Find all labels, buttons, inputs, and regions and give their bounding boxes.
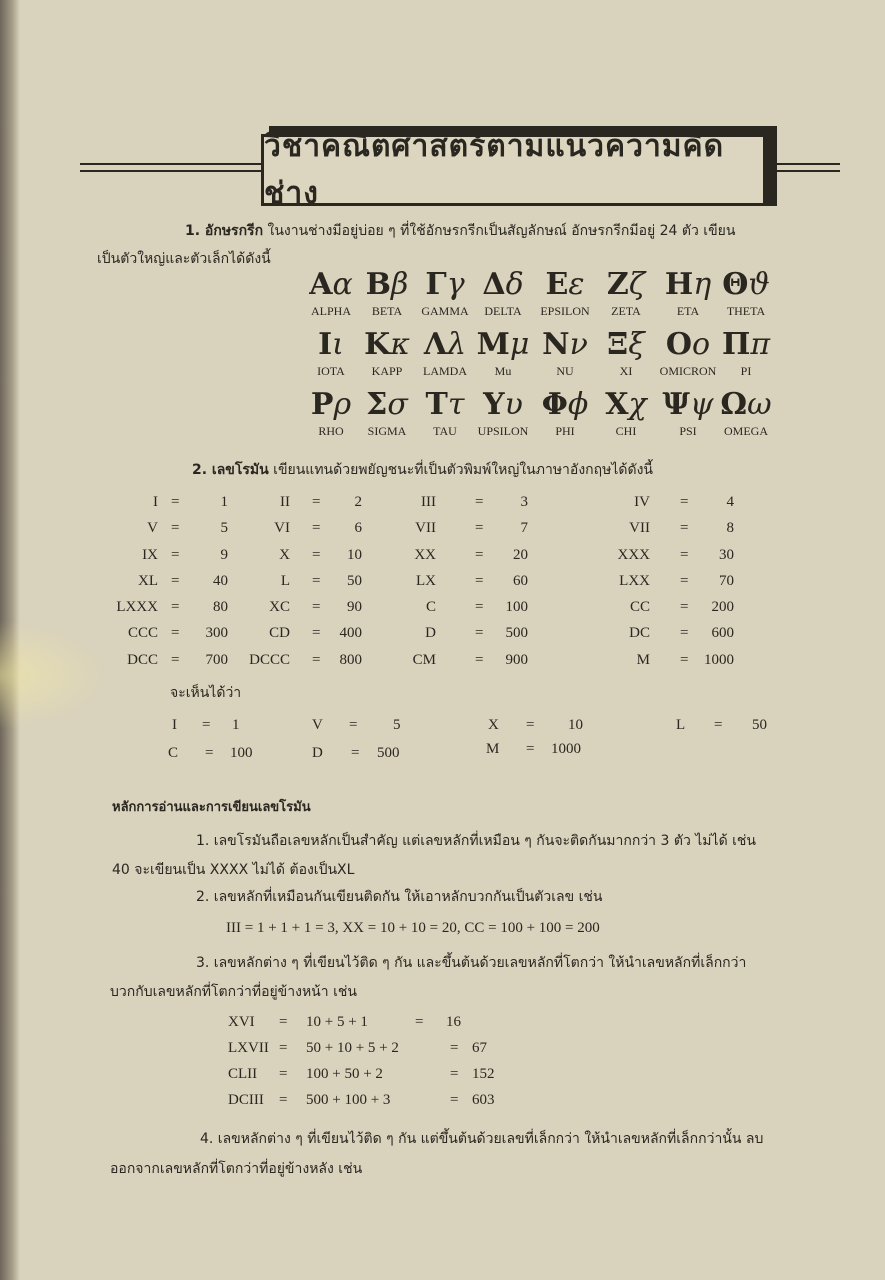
section1-line1 <box>185 218 735 244</box>
greek-letter-name: SIGMA <box>367 424 407 438</box>
greek-lowercase: ω <box>747 387 772 422</box>
seen-label: จะเห็นได้ว่า <box>170 685 242 701</box>
roman-value: 5 <box>220 520 228 536</box>
roman-value: 900 <box>505 652 528 668</box>
roman-symbol: IV <box>634 494 650 510</box>
example-numeral: XVI <box>228 1014 255 1030</box>
rule1-line1: 1. เลขโรมันถือเลขหลักเป็นสำคัญ แต่เลขหลักที่เหมือน ๆ กันจะติดกันมากกว่า 3 ตัว ไม่ได้ เช่น <box>196 833 756 849</box>
greek-uppercase: Κ <box>364 327 391 362</box>
equals-sign: = <box>475 520 484 536</box>
roman-value: 20 <box>513 547 528 563</box>
greek-uppercase: Υ <box>483 387 505 422</box>
roman-value: 1 <box>232 717 240 733</box>
roman-value: 500 <box>505 625 528 641</box>
roman-symbol: XL <box>138 573 158 589</box>
roman-symbol: M <box>486 741 500 757</box>
roman-symbol: D <box>312 745 323 761</box>
greek-uppercase: Τ <box>425 387 448 422</box>
equals-sign: = <box>279 1040 288 1056</box>
roman-value: 50 <box>752 717 767 733</box>
example-result: 603 <box>472 1092 495 1108</box>
greek-letter-name: IOTA <box>317 364 345 378</box>
roman-value: 4 <box>726 494 734 510</box>
roman-value: 70 <box>719 573 734 589</box>
equals-sign: = <box>475 625 484 641</box>
roman-value: 7 <box>520 520 528 536</box>
greek-uppercase: Ν <box>542 327 570 362</box>
greek-lowercase: ϕ <box>567 387 589 422</box>
roman-symbol: V <box>147 520 158 536</box>
equals-sign: = <box>279 1014 288 1030</box>
section1-label: 1. อักษรกรีก <box>185 223 264 239</box>
section2-text: เขียนแทนด้วยพยัญชนะที่เป็นตัวพิมพ์ใหญ่ในภาษาอังกฤษได้ดังนี้ <box>268 462 653 478</box>
greek-letter-name: PHI <box>555 424 575 438</box>
roman-symbol: L <box>676 717 686 733</box>
greek-uppercase: Ω <box>720 387 748 422</box>
greek-letter-name: ZETA <box>611 304 641 318</box>
equals-sign: = <box>351 745 360 761</box>
greek-uppercase: Φ <box>541 387 568 422</box>
greek-uppercase: Ρ <box>310 387 334 422</box>
roman-symbol: LXXX <box>116 599 158 615</box>
equals-sign: = <box>526 741 535 757</box>
greek-letter-name: ETA <box>676 304 700 318</box>
roman-value: 100 <box>230 745 253 761</box>
greek-lowercase: β <box>391 267 409 302</box>
greek-uppercase: Ξ <box>607 327 629 362</box>
roman-value: 9 <box>220 547 228 563</box>
equals-sign: = <box>680 573 689 589</box>
equals-sign: = <box>450 1092 459 1108</box>
roman-symbol: DC <box>629 625 650 641</box>
equals-sign: = <box>475 573 484 589</box>
roman-value: 6 <box>354 520 362 536</box>
greek-uppercase: Ι <box>318 327 333 362</box>
title-rule-right-top <box>777 163 840 165</box>
greek-uppercase: Ο <box>665 327 693 362</box>
equals-sign: = <box>680 625 689 641</box>
equals-sign: = <box>450 1040 459 1056</box>
greek-lowercase: ο <box>692 327 711 362</box>
greek-lowercase: χ <box>628 387 647 422</box>
greek-lowercase: δ <box>505 267 524 302</box>
roman-value: 1000 <box>704 652 734 668</box>
roman-symbol: D <box>425 625 436 641</box>
roman-value: 30 <box>719 547 734 563</box>
roman-value: 100 <box>505 599 528 615</box>
roman-value: 800 <box>339 652 362 668</box>
roman-symbol: X <box>488 717 499 733</box>
title-rule-right-bottom <box>777 170 840 172</box>
greek-letter-name: TAU <box>433 424 457 438</box>
example-numeral: LXVII <box>228 1040 269 1056</box>
roman-value: 90 <box>347 599 362 615</box>
greek-uppercase: Θ <box>722 267 749 302</box>
roman-symbol: III <box>421 494 436 510</box>
roman-symbol: DCCC <box>249 652 290 668</box>
rule4-line1: 4. เลขหลักต่าง ๆ ที่เขียนไว้ติด ๆ กัน แต่ขึ้นต้นด้วยเลขที่เล็กกว่า ให้นำเลขหลักที่เล็กกว่านั้น ลบ <box>200 1131 764 1147</box>
equals-sign: = <box>680 599 689 615</box>
equals-sign: = <box>171 573 180 589</box>
example-result: 67 <box>472 1040 487 1056</box>
greek-uppercase: Ψ <box>662 387 690 422</box>
roman-symbol: M <box>636 652 650 668</box>
equals-sign: = <box>680 652 689 668</box>
greek-uppercase: Ζ <box>606 267 629 302</box>
greek-letter <box>706 268 786 318</box>
equals-sign: = <box>312 547 321 563</box>
example-sum: 500 + 100 + 3 <box>306 1092 391 1108</box>
roman-symbol: VII <box>415 520 436 536</box>
equals-sign: = <box>312 652 321 668</box>
roman-value: 50 <box>347 573 362 589</box>
page-title: วิชาคณิตศาสตร์ตามแนวความคิดช่าง <box>264 129 725 211</box>
roman-symbol: L <box>280 573 290 589</box>
greek-uppercase: Χ <box>605 387 629 422</box>
equals-sign: = <box>680 520 689 536</box>
roman-symbol: XC <box>269 599 290 615</box>
roman-symbol: II <box>280 494 290 510</box>
roman-value: 1000 <box>551 741 581 757</box>
roman-symbol: LX <box>416 573 436 589</box>
title-box <box>261 129 766 211</box>
rule3-line1: 3. เลขหลักต่าง ๆ ที่เขียนไว้ติด ๆ กัน และขึ้นต้นด้วยเลขหลักที่โตกว่า ให้นำเลขหลักที่เล็กกว่า <box>196 955 747 971</box>
equals-sign: = <box>312 494 321 510</box>
equals-sign: = <box>526 717 535 733</box>
rule2-example: III = 1 + 1 + 1 = 3, XX = 10 + 10 = 20, CC = 100 + 100 = 200 <box>226 920 600 936</box>
section2-label: 2. เลขโรมัน <box>192 462 269 478</box>
roman-value: 8 <box>726 520 734 536</box>
example-result: 16 <box>446 1014 461 1030</box>
equals-sign: = <box>714 717 723 733</box>
greek-letter-name: Mu <box>494 364 512 378</box>
greek-letter-name: PSI <box>679 424 697 438</box>
greek-letter <box>706 328 786 378</box>
roman-symbol: V <box>312 717 323 733</box>
greek-uppercase: Μ <box>476 327 510 362</box>
greek-lowercase: α <box>332 267 353 302</box>
greek-letter-name: OMICRON <box>659 364 717 378</box>
equals-sign: = <box>312 625 321 641</box>
roman-symbol: CC <box>629 599 650 615</box>
equals-sign: = <box>475 652 484 668</box>
roman-symbol: C <box>168 745 179 761</box>
equals-sign: = <box>171 494 180 510</box>
example-numeral: DCIII <box>228 1092 264 1108</box>
greek-letter-name: UPSILON <box>477 424 529 438</box>
greek-letter-name: RHO <box>318 424 344 438</box>
example-result: 152 <box>472 1066 495 1082</box>
roman-symbol: CD <box>269 625 290 641</box>
greek-lowercase: ξ <box>628 327 645 362</box>
example-sum: 100 + 50 + 2 <box>306 1066 383 1082</box>
roman-value: 1 <box>220 494 228 510</box>
greek-uppercase: Π <box>721 327 751 362</box>
roman-value: 300 <box>205 625 228 641</box>
roman-symbol: I <box>172 717 177 733</box>
greek-lowercase: υ <box>504 387 523 422</box>
equals-sign: = <box>475 599 484 615</box>
page-stain <box>0 620 110 730</box>
greek-letter-glyph <box>706 268 786 302</box>
equals-sign: = <box>475 494 484 510</box>
equals-sign: = <box>171 625 180 641</box>
roman-value: 500 <box>377 745 400 761</box>
greek-letter-name: NU <box>556 364 574 378</box>
equals-sign: = <box>475 547 484 563</box>
equals-sign: = <box>312 573 321 589</box>
roman-value: 700 <box>205 652 228 668</box>
roman-value: 10 <box>347 547 362 563</box>
greek-uppercase: Δ <box>482 267 506 302</box>
equals-sign: = <box>171 547 180 563</box>
rule2-line1: 2. เลขหลักที่เหมือนกันเขียนติดกัน ให้เอาหลักบวกกันเป็นตัวเลข เช่น <box>196 889 603 905</box>
greek-lowercase: ψ <box>689 387 714 422</box>
greek-letter <box>706 388 786 438</box>
greek-lowercase: ν <box>569 327 588 362</box>
roman-value: 3 <box>520 494 528 510</box>
roman-value: 5 <box>393 717 401 733</box>
section1-line2: เป็นตัวใหญ่และตัวเล็กได้ดังนี้ <box>97 251 271 267</box>
greek-letter-name: LAMDA <box>423 364 467 378</box>
greek-lowercase: ρ <box>333 387 352 422</box>
roman-value: 80 <box>213 599 228 615</box>
roman-value: 10 <box>568 717 583 733</box>
greek-lowercase: η <box>693 267 712 302</box>
greek-uppercase: Α <box>309 267 333 302</box>
greek-letter-glyph <box>706 388 786 422</box>
greek-letter-name: EPSILON <box>540 304 590 318</box>
greek-letter-glyph <box>706 328 786 362</box>
greek-lowercase: ζ <box>628 267 646 302</box>
rule3-line2: บวกกับเลขหลักที่โตกว่าที่อยู่ข้างหน้า เช่น <box>110 984 357 1000</box>
rules-heading: หลักการอ่านและการเขียนเลขโรมัน <box>112 800 311 815</box>
greek-letter-name: CHI <box>615 424 637 438</box>
roman-symbol: CM <box>412 652 436 668</box>
equals-sign: = <box>450 1066 459 1082</box>
section2-line <box>192 457 653 483</box>
greek-lowercase: λ <box>447 327 467 362</box>
greek-uppercase: Β <box>365 267 391 302</box>
title-box-shadow-right <box>766 126 777 206</box>
rule1-line2: 40 จะเขียนเป็น XXXX ไม่ได้ ต้องเป็นXL <box>112 862 355 878</box>
roman-symbol: DCC <box>127 652 158 668</box>
title-rule-left-top <box>80 163 261 165</box>
roman-symbol: XX <box>414 547 436 563</box>
section1-text: ในงานช่างมีอยู่บ่อย ๆ ที่ใช้อักษรกรีกเป็นสัญลักษณ์ อักษรกรีกมีอยู่ 24 ตัว เขียน <box>263 223 736 239</box>
equals-sign: = <box>202 717 211 733</box>
greek-lowercase: π <box>750 327 771 362</box>
title-rule-left-bottom <box>80 170 261 172</box>
equals-sign: = <box>171 599 180 615</box>
greek-uppercase: Γ <box>425 267 447 302</box>
greek-letter-name: OMEGA <box>724 424 768 438</box>
roman-value: 600 <box>711 625 734 641</box>
greek-letter-name: GAMMA <box>421 304 469 318</box>
example-sum: 10 + 5 + 1 <box>306 1014 368 1030</box>
equals-sign: = <box>171 652 180 668</box>
greek-uppercase: Η <box>664 267 694 302</box>
roman-symbol: VII <box>629 520 650 536</box>
roman-value: 2 <box>354 494 362 510</box>
greek-uppercase: Λ <box>423 327 448 362</box>
equals-sign: = <box>415 1014 424 1030</box>
greek-lowercase: ϑ <box>748 267 770 302</box>
roman-value: 400 <box>339 625 362 641</box>
roman-value: 60 <box>513 573 528 589</box>
greek-letter-name: KAPP <box>371 364 403 378</box>
roman-symbol: I <box>153 494 158 510</box>
equals-sign: = <box>349 717 358 733</box>
greek-uppercase: Σ <box>366 387 388 422</box>
greek-lowercase: μ <box>509 327 530 362</box>
roman-symbol: XXX <box>617 547 650 563</box>
greek-letter-name: PI <box>740 364 752 378</box>
roman-symbol: VI <box>274 520 290 536</box>
roman-symbol: LXX <box>619 573 650 589</box>
greek-letter-name: BETA <box>371 304 403 318</box>
roman-symbol: IX <box>142 547 158 563</box>
equals-sign: = <box>680 547 689 563</box>
roman-symbol: C <box>425 599 436 615</box>
equals-sign: = <box>680 494 689 510</box>
greek-lowercase: γ <box>446 267 465 302</box>
roman-symbol: X <box>279 547 290 563</box>
rule4-line2: ออกจากเลขหลักที่โตกว่าที่อยู่ข้างหลัง เช่น <box>110 1161 363 1177</box>
equals-sign: = <box>312 520 321 536</box>
greek-letter-name: ALPHA <box>310 304 351 318</box>
equals-sign: = <box>205 745 214 761</box>
example-numeral: CLII <box>228 1066 258 1082</box>
greek-letter-name: DELTA <box>484 304 522 318</box>
equals-sign: = <box>279 1066 288 1082</box>
greek-letter-name: THETA <box>726 304 766 318</box>
greek-lowercase: ι <box>332 327 344 362</box>
greek-lowercase: σ <box>387 387 408 422</box>
equals-sign: = <box>312 599 321 615</box>
greek-lowercase: κ <box>390 327 410 362</box>
greek-lowercase: ε <box>568 267 585 302</box>
greek-letter-name: XI <box>619 364 633 378</box>
greek-lowercase: τ <box>447 387 465 422</box>
roman-value: 200 <box>711 599 734 615</box>
example-sum: 50 + 10 + 5 + 2 <box>306 1040 399 1056</box>
roman-value: 40 <box>213 573 228 589</box>
greek-uppercase: Ε <box>545 267 569 302</box>
roman-symbol: CCC <box>127 625 158 641</box>
equals-sign: = <box>171 520 180 536</box>
equals-sign: = <box>279 1092 288 1108</box>
